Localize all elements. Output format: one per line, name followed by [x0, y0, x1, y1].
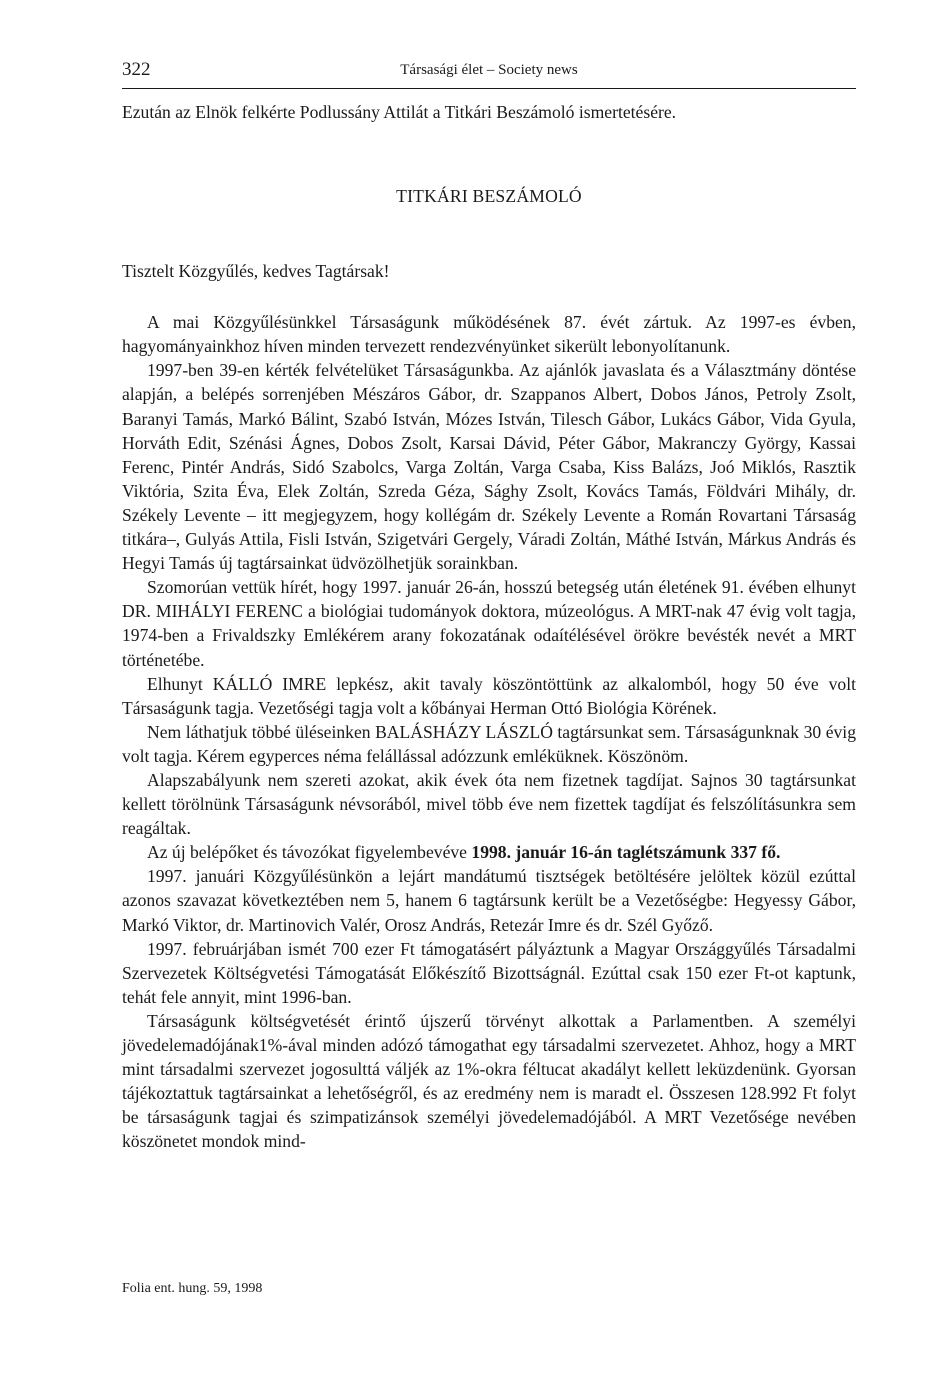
report-text	[122, 310, 856, 1153]
paragraph-tax-donation: Társaságunk költségvetését érintő újszerű törvényt alkottak a Parlamentben. A személyi jövedelemadójának1%-ával minden adózó támogathat egy társadalmi szervezetet. Ahhoz, hogy a MRT mint társadalmi szervezet jogosulttá váljék az 1%-okra féltucat akadályt kellett leküzdenünk. Gyorsan tájékoztattuk tagtársainkat a lehetőségről, és az eredmény nem is maradt el. Összesen 128.992 Ft folyt be társaságunk tagjai és szimpatizánsok személyi jövedelemadójából. A MRT Vezetősége nevében köszönetet mondok mind-	[122, 1010, 856, 1152]
paragraph-obituary-balashazy: Nem láthatjuk többé üléseinken BALÁSHÁZY LÁSZLÓ tagtársunkat sem. Társaságunknak 30 évig volt tagja. Kérem egyperces néma felállással adózzunk emléküknek. Köszönöm.	[122, 721, 856, 766]
paragraph-funding-application: 1997. februárjában ismét 700 ezer Ft támogatásért pályáztunk a Magyar Országgyűlés Társadalmi Szervezetek Költségvetési Támogatását Előkészítő Bizottságnál. Ezúttal csak 150 ezer Ft-ot kaptunk, tehát fele annyit, mint 1996-ban.	[122, 938, 856, 1007]
membership-count-bold: 1998. január 16-án taglétszámunk 337 fő.	[471, 842, 781, 863]
salutation: Tisztelt Közgyűlés, kedves Tagtársak!	[122, 261, 390, 282]
paragraph-year-summary: A mai Közgyűlésünkkel Társaságunk működésének 87. évét zártuk. Az 1997-es évben, hagyományainkhoz híven minden tervezett rendezvényünket sikerült lebonyolítanunk.	[122, 312, 856, 357]
page-number: 322	[122, 59, 151, 80]
article-body	[122, 100, 856, 1153]
running-title: Társasági élet – Society news	[400, 62, 578, 78]
running-header	[122, 58, 856, 89]
paragraph-membership-count	[122, 840, 856, 864]
membership-text: Az új belépőket és távozókat figyelembevéve	[147, 842, 472, 863]
paragraph-obituary-kallo: Elhunyt KÁLLÓ IMRE lepkész, akit tavaly köszöntöttünk az alkalomból, hogy 50 éve volt Társaságunk tagja. Vezetőségi tagja volt a kőbányai Herman Ottó Biológia Körének.	[122, 673, 856, 718]
paragraph-removed-members: Alapszabályunk nem szereti azokat, akik évek óta nem fizetnek tagdíjat. Sajnos 30 tagtársunkat kellett törölnünk Társaságunk névsorából, mivel több éve nem fizettek tagdíjat és felszólításunkra sem reagáltak.	[122, 769, 856, 839]
intro-paragraph: Ezután az Elnök felkérte Podlussány Attilát a Titkári Beszámoló ismertetésére.	[122, 102, 677, 122]
paragraph-obituary-mihalyi: Szomorúan vettük hírét, hogy 1997. január 26-án, hosszú betegség után életének 91. évében elhunyt DR. MIHÁLYI FERENC a biológiai tudományok doktora, múzeológus. A MRT-nak 47 évig volt tagja, 1974-ben a Frivaldszky Emlékérem arany fokozatának odaítélésével örökre bevésték nevét a MRT történetébe.	[122, 577, 856, 670]
paragraph-board-election: 1997. januári Közgyűlésünkön a lejárt mandátumú tisztségek betöltésére jelöltek közül ezúttal azonos szavazat következtében nem 5, hanem 6 tagtársunk került be a Vezetőségbe: Hegyessy Gábor, Markó Viktor, dr. Martinovich Valér, Orosz András, Retezár Imre és dr. Szél Győző.	[122, 866, 856, 935]
journal-footer: Folia ent. hung. 59, 1998	[122, 1281, 263, 1296]
paragraph-new-members: 1997-ben 39-en kérték felvételüket Társaságunkba. Az ajánlók javaslata és a Választmány döntése alapján, a belépés sorrenjében Mészáros Gábor, dr. Szappanos Albert, Dobos János, Petroly Zsolt, Baranyi Tamás, Markó Bálint, Szabó István, Mózes István, Tilesch Gábor, Lukács Gábor, Vida Gyula, Horváth Edit, Szénási Ágnes, Dobos Zsolt, Karsai Dávid, Péter Gábor, Makranczy György, Kassai Ferenc, Pintér András, Sidó Szabolcs, Varga Zoltán, Varga Csaba, Kiss Balázs, Joó Miklós, Rasztik Viktória, Szita Éva, Elek Zoltán, Szreda Géza, Sághy Zsolt, Kovács Tamás, Földvári Mihály, dr. Székely Levente – itt megjegyzem, hogy kollégám dr. Székely Levente a Román Rovartani Társaság titkára–, Gulyás Attila, Fisli István, Szigetvári Gergely, Váradi Zoltán, Máthé István, Márkus András és Hegyi Tamás új tagtársainkat üdvözölhetjük sorainkban.	[122, 360, 856, 574]
section-title: TITKÁRI BESZÁMOLÓ	[396, 186, 582, 207]
